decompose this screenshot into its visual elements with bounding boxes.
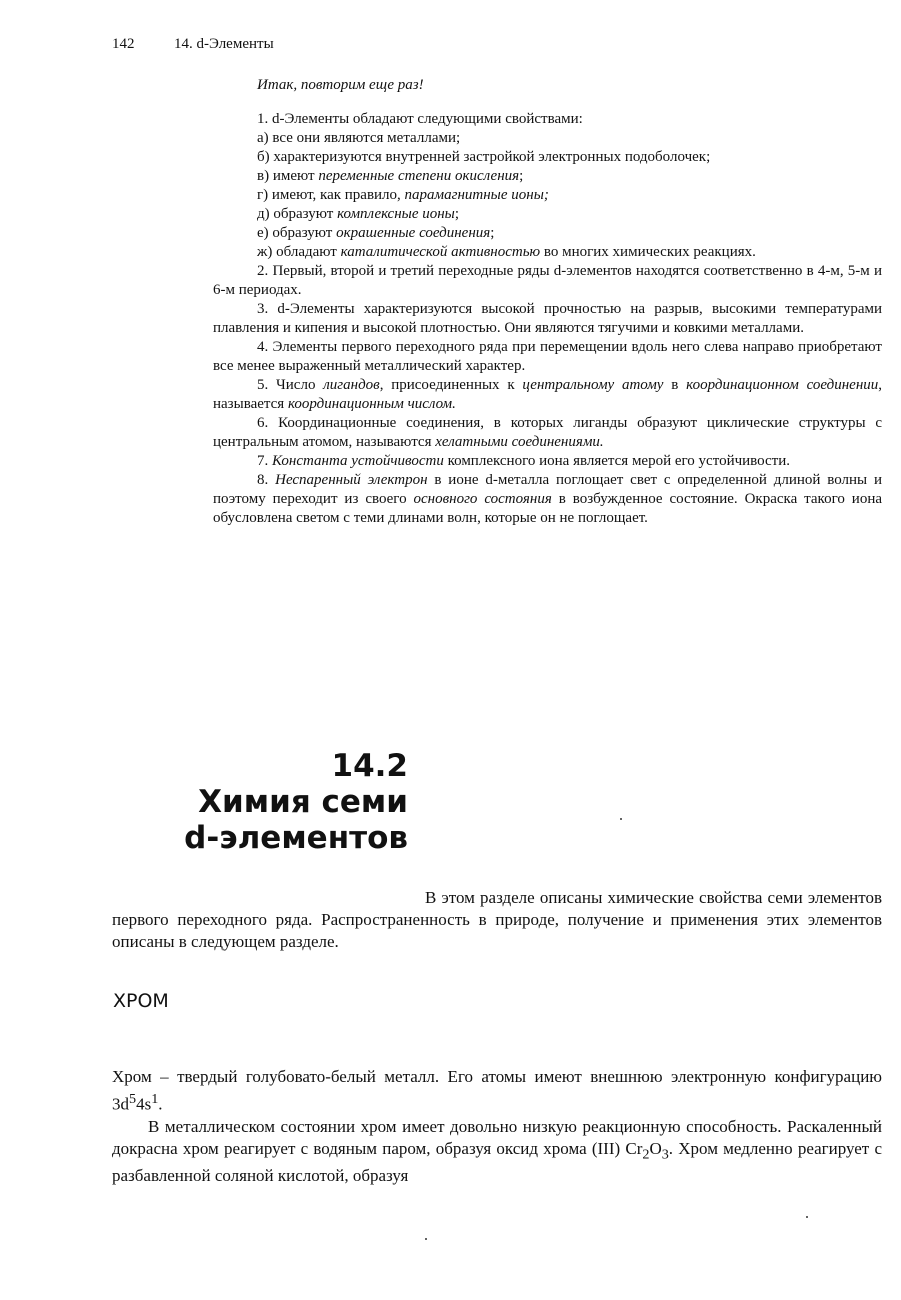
scan-speck — [620, 818, 622, 820]
item-1-b: б) характеризуются внутренней застройкой электронных подоболочек; — [257, 149, 711, 165]
item-4: 4. Элементы первого переходного ряда при перемещении вдоль него слева направо приобретают все менее выраженный металлический характер. — [213, 339, 882, 374]
section-number: 14.2 — [331, 748, 408, 784]
item-1-a: а) все они являются металлами; — [257, 130, 461, 146]
recap-heading: Итак, повторим еще раз! — [257, 77, 424, 93]
scan-speck — [425, 1238, 427, 1240]
running-header: 14. d-Элементы — [174, 36, 274, 52]
chrom-paragraph-2: В металлическом состоянии хром имеет довольно низкую реакционную способность. Раскаленный докрасна хром реагирует с водяным паром, образуя оксид хрома (III) $Cr_2O_3$. Хром медленно реагирует с разбавленной соляной кислотой, образуя — [112, 1116, 882, 1186]
item-2: 2. Первый, второй и третий переходные ряды d-элементов находятся соответственно в 4-м, 5-м и 6-м периодах. — [213, 263, 882, 298]
item-1-v: в) имеют переменные степени окисления; — [257, 168, 524, 184]
chrom-paragraph-1: Хром – твердый голубовато-белый металл. Его атомы имеют внешнюю электронную конфигурацию $3d^54s^1$. — [112, 1067, 882, 1114]
intro-paragraph: В этом разделе описаны химические свойства семи элементов первого переходного ряда. Распространенность в природе, получение и применения этих элементов описаны в следующем разделе. — [112, 888, 882, 951]
item-1-lead: 1. d-Элементы обладают следующими свойствами: — [257, 111, 583, 127]
item-1-zh: ж) обладают каталитической активностью во многих химических реакциях. — [257, 244, 756, 260]
item-8: 8. Неспаренный электрон в ионе d-металла поглощает свет с определенной длиной волны и поэтому переходит из своего основного состояния в возбужденное состояние. Окраска такого иона обусловлена светом с теми длинами волн, которые он не поглощает. — [213, 472, 883, 526]
page-number: 142 — [112, 36, 135, 52]
section-intro — [112, 887, 882, 953]
section-title-line-2: d-элементов — [184, 820, 408, 856]
item-1-d: д) образуют комплексные ионы; — [257, 206, 459, 222]
item-1-e: е) образуют окрашенные соединения; — [257, 225, 495, 241]
scan-speck — [806, 1216, 808, 1218]
subheading-chrom: ХРОМ — [113, 990, 169, 1012]
chrom-text — [112, 1066, 882, 1187]
item-6: 6. Координационные соединения, в которых лиганды образуют циклические структуры с центральным атомом, называются хелатными соединениями. — [213, 415, 882, 450]
item-1-g: г) имеют, как правило, парамагнитные ионы; — [257, 187, 549, 203]
item-5: 5. Число лигандов, присоединенных к центральному атому в координационном соединении, называется координационным числом. — [213, 377, 883, 412]
summary-list — [213, 110, 882, 528]
item-7: 7. Константа устойчивости комплексного иона является мерой его устойчивости. — [257, 453, 791, 469]
item-3: 3. d-Элементы характеризуются высокой прочностью на разрыв, высокими температурами плавления и кипения и высокой плотностью. Они являются тягучими и ковкими металлами. — [213, 301, 882, 336]
section-title-line-1: Химия семи — [198, 784, 408, 820]
